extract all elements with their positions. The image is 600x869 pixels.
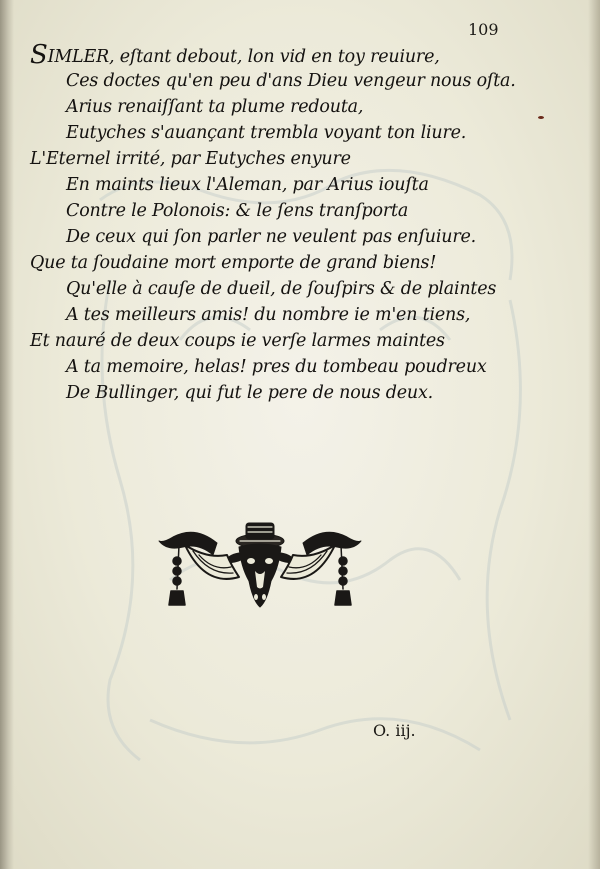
page-edge-shadow [588, 0, 600, 869]
signature-mark: O. iij. [373, 721, 416, 740]
poem-line-5: L'Eternel irrité, par Eutyches enyure [30, 149, 351, 169]
poem-line-3: Arius renaiſſant ta plume redouta, [66, 97, 364, 117]
poem-line-8: De ceux qui ſon parler ne veulent pas enſuiure. [66, 227, 477, 247]
poem-line-13: A ta memoire, helas! pres du tombeau poudreux [66, 357, 487, 377]
bucranium-with-drapery-icon [155, 515, 365, 615]
poem-line-4: Eutyches s'auançant trembla voyant ton liure. [66, 123, 467, 143]
ink-spot [538, 116, 544, 119]
poem-line-14: De Bullinger, qui fut le pere de nous deux. [66, 383, 434, 403]
initial-capital: S [30, 40, 48, 70]
page-number: 109 [468, 20, 499, 39]
page-gutter-shadow [0, 0, 14, 869]
poem-line-9: Que ta ſoudaine mort emporte de grand biens! [30, 253, 437, 273]
poem-line-10: Qu'elle à cauſe de dueil, de ſouſpirs & de plaintes [66, 279, 497, 299]
poem-line-7: Contre le Polonois: & le ſens tranſporta [66, 201, 409, 221]
poem-line-11: A tes meilleurs amis! du nombre ie m'en tiens, [66, 305, 471, 325]
poem-line-1-text: IMLER, eſtant debout, lon vid en toy reuiure, [47, 47, 440, 67]
poem-line-1 [30, 42, 440, 68]
poem-line-2: Ces doctes qu'en peu d'ans Dieu vengeur nous oſta. [66, 71, 516, 91]
poem-line-6: En maints lieux l'Aleman, par Arius iouſta [66, 175, 429, 195]
poem-line-12: Et nauré de deux coups ie verſe larmes maintes [30, 331, 445, 351]
